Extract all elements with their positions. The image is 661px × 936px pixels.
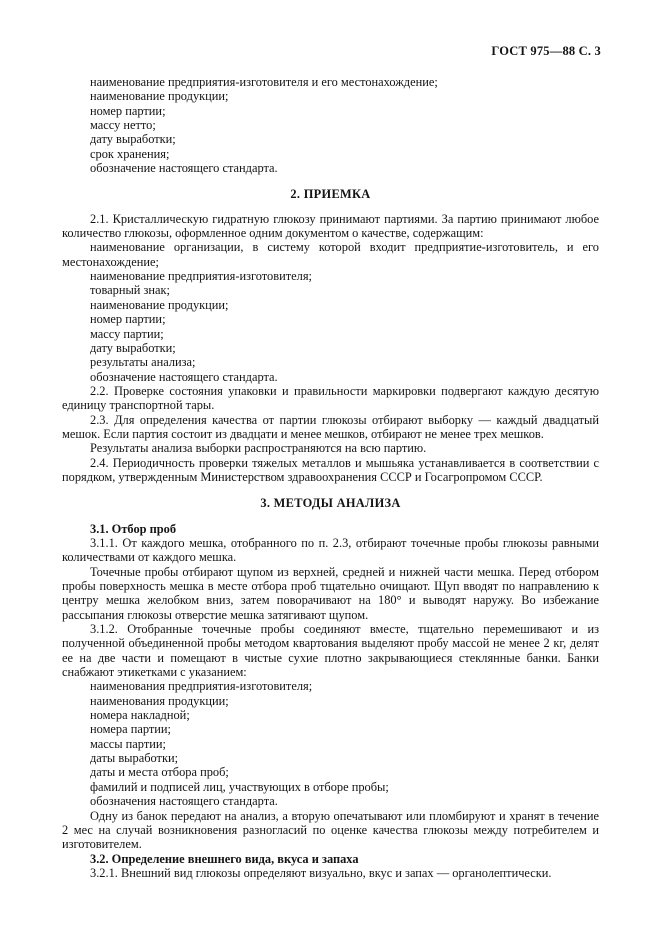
list-item: обозначение настоящего стандарта. (90, 369, 278, 384)
list-item: наименование предприятия-изготовителя; (90, 269, 312, 284)
list-item: номера накладной; (90, 708, 190, 723)
list-item: даты и места отбора проб; (90, 765, 229, 780)
paragraph-3-2-1: 3.2.1. Внешний вид глюкозы определяют визуально, вкус и запах — органолептически. (90, 865, 552, 880)
document-body (62, 75, 599, 880)
list-item: срок хранения; (90, 146, 170, 161)
paragraph-2-2: 2.2. Проверке состояния упаковки и правильности маркировки подвергают каждую десятую единицу транспортной тары. (62, 383, 599, 413)
section-heading-acceptance: 2. ПРИЕМКА (290, 187, 371, 202)
paragraph-3-1-1: 3.1.1. От каждого мешка, отобранного по п. 2.3, отбирают точечные пробы глюкозы равными количествами от каждого мешка. (62, 535, 599, 565)
list-item: товарный знак; (90, 283, 171, 298)
list-item: наименование продукции; (90, 89, 229, 104)
list-item: наименования предприятия-изготовителя; (90, 679, 313, 694)
list-item: дату выработки; (90, 132, 176, 147)
paragraph-2-1-continued: наименование организации, в систему которой входит предприятие-изготовитель, и его местонахождение; (62, 240, 599, 269)
list-item: дату выработки; (90, 340, 176, 355)
list-item: номер партии; (90, 103, 166, 118)
list-item: наименование предприятия-изготовителя и его местонахождение; (90, 75, 438, 89)
section-heading-analysis-methods: 3. МЕТОДЫ АНАЛИЗА (260, 496, 401, 511)
page-header: ГОСТ 975—88 С. 3 (491, 44, 601, 58)
subsection-heading-sampling: 3.1. Отбор проб (90, 521, 177, 536)
list-item: обозначение настоящего стандарта. (90, 161, 278, 176)
list-item: массу нетто; (90, 118, 156, 133)
list-item: номера партии; (90, 722, 172, 737)
paragraph-2-3-results: Результаты анализа выборки распространяются на всю партию. (90, 441, 427, 456)
list-item: наименования продукции; (90, 693, 229, 708)
paragraph-3-1-2: 3.1.2. Отобранные точечные пробы соединяют вместе, тщательно перемешивают и из полученной объединенной пробы методом квартования выделяют пробу массой не менее 2 кг, делят ее на две части и помещают в чистые сухие плотно закрывающиеся стеклянные банки. Банки снабжают этикетками с указанием: (62, 622, 599, 680)
subsection-heading-appearance: 3.2. Определение внешнего вида, вкуса и запаха (90, 851, 359, 866)
list-item: наименование продукции; (90, 297, 229, 312)
paragraph-2-3: 2.3. Для определения качества от партии глюкозы отбирают выборку — каждый двадцатый мешок. Если партия состоит из двадцати и менее мешков, отбирают не менее трех мешков. (62, 412, 599, 441)
paragraph-3-1-2-storage: Одну из банок передают на анализ, а вторую опечатывают или пломбируют и хранят в течение 2 мес на случай возникновения разногласий по оценке качества глюкозы между потребителем и изготовителем. (62, 808, 599, 852)
list-item: массу партии; (90, 326, 164, 341)
list-item: даты выработки; (90, 751, 179, 766)
paragraph-3-1-1-procedure: Точечные пробы отбирают щупом из верхней, средней и нижней части мешка. Перед отбором пробы поверхность мешка в месте отбора проб тщательно очищают. Щуп вводят по направлению к центру мешка желобком вниз, затем поворачивают на 180° и выводят наружу. Во избежание рассыпания глюкозы отверстие мешка затягивают щупом. (62, 564, 599, 622)
list-item: массы партии; (90, 736, 166, 751)
list-item: номер партии; (90, 312, 166, 327)
list-item: результаты анализа; (90, 355, 196, 370)
list-item: фамилий и подписей лиц, участвующих в отборе пробы; (90, 779, 389, 794)
paragraph-2-4: 2.4. Периодичность проверки тяжелых металлов и мышьяка устанавливается в соответствии с порядком, утвержденным Министерством здравоохранения СССР и Госагропромом СССР. (62, 455, 599, 484)
paragraph-2-1: 2.1. Кристаллическую гидратную глюкозу принимают партиями. За партию принимают любое количество глюкозы, оформленное одним документом о качестве, содержащим: (62, 211, 599, 241)
list-item: обозначения настоящего стандарта. (90, 794, 278, 809)
